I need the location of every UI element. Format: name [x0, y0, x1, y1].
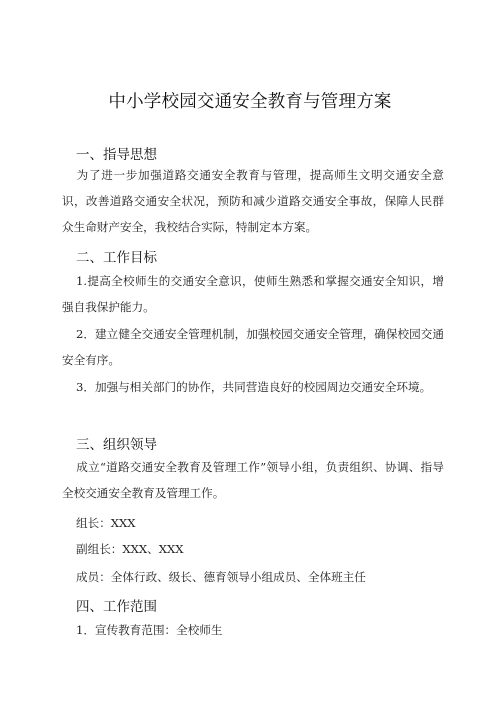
paragraph-text: 2．建立健全交通安全管理机制，加强校园交通安全管理，确保校园交通安全有序。 [62, 327, 444, 367]
section-heading-work-scope: 四、工作范围 [76, 599, 157, 615]
paragraph-text: 3．加强与相关部门的协作，共同营造良好的校园周边交通安全环境。 [76, 380, 432, 394]
document-title: 中小学校园交通安全教育与管理方案 [108, 92, 392, 112]
deputy-leader-line: 副组长：XXX、XXX [76, 542, 184, 556]
section-heading-work-goals: 二、工作目标 [76, 250, 157, 266]
section-heading-guiding-ideology: 一、指导思想 [76, 147, 157, 163]
section-heading-organization: 三、组织领导 [76, 437, 157, 453]
paragraph-text: 成立“道路交通安全教育及管理工作”领导小组，负责组织、协调、指导全校交通安全教育及管理工作。 [62, 460, 444, 500]
paragraph-text: 为了进一步加强道路交通安全教育与管理，提高师生文明交通安全意识，改善道路交通安全状况，预防和减少道路交通安全事故，保障人民群众生命财产安全，我校结合实际，特制定本方案。 [62, 168, 444, 234]
section-paragraph [62, 321, 444, 373]
paragraph-text: 1.提高全校师生的交通安全意识，使师生熟悉和掌握交通安全知识，增强自我保护能力。 [62, 274, 444, 314]
section-paragraph [62, 454, 444, 506]
scope-line: 1．宣传教育范围：全校师生 [76, 623, 223, 637]
group-leader-line: 组长：XXX [76, 516, 136, 530]
section-paragraph [62, 268, 444, 320]
section-paragraph [62, 374, 444, 400]
section-paragraph [62, 162, 444, 240]
members-line: 成员：全体行政、级长、德育领导小组成员、全体班主任 [76, 570, 366, 584]
